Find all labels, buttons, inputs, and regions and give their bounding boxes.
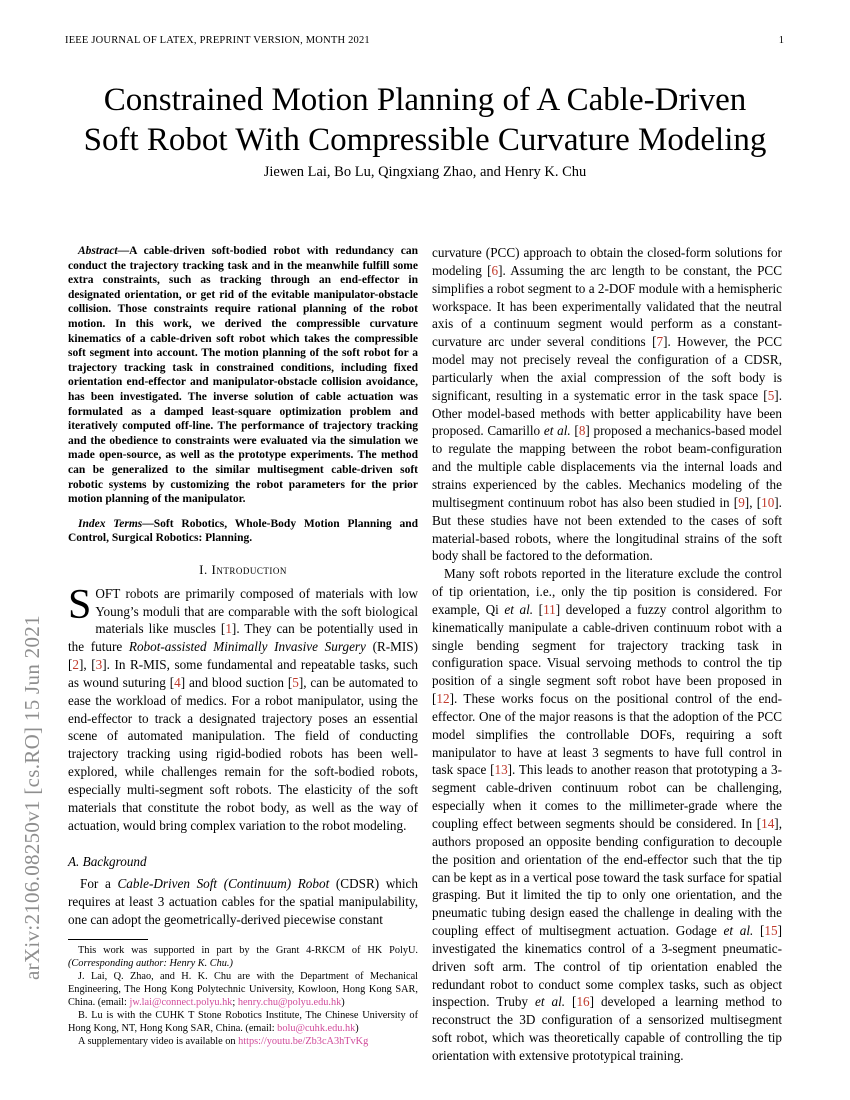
text-run: ]. But these studies have not been extended to the cases of soft material-based robots, where the longitudinal strains of the soft body shall be factored to the deformation. bbox=[432, 494, 782, 564]
title-line-1: Constrained Motion Planning of A Cable-Driven bbox=[103, 82, 747, 118]
text-run: J. Lai, Q. Zhao, and H. K. Chu are with the Department of Mechanical Engineering, The Hong Kong Polytechnic University, Kowloon, Hong Kong SAR, China. (email: bbox=[68, 970, 418, 1008]
citation-link[interactable]: 11 bbox=[543, 601, 556, 617]
author-list: Jiewen Lai, Bo Lu, Qingxiang Zhao, and Henry K. Chu bbox=[263, 164, 587, 180]
abstract-label: Abstract bbox=[78, 245, 118, 257]
text-run: ], [ bbox=[79, 657, 96, 673]
citation-link[interactable]: 3 bbox=[95, 657, 103, 673]
text-run: (CDSR) which requires at least 3 actuation cables for the spatial manipulability, one can adopt the geometrically-derived piecewise constant bbox=[68, 876, 418, 928]
background-paragraph bbox=[68, 875, 418, 929]
text-run: [ bbox=[570, 423, 579, 439]
text-run: ] investigated the kinematics control of a 3-segment pneumatic-driven soft arm. The control of tip orientation enabled the redundant robot to conduct some complex tasks, such as object inspection. Truby bbox=[432, 923, 782, 1010]
text-run: [ bbox=[753, 923, 765, 939]
emphasis-text: et al. bbox=[543, 423, 571, 439]
citation-link[interactable]: 1 bbox=[225, 621, 232, 637]
text-run: [ bbox=[533, 601, 544, 617]
emphasis-text: Robot-assisted Minimally Invasive Surgery bbox=[128, 639, 366, 655]
title-line-2: Soft Robot With Compressible Curvature Modeling bbox=[83, 122, 767, 158]
drop-cap: S bbox=[68, 581, 92, 628]
right-paragraph-1 bbox=[432, 244, 782, 565]
video-link[interactable]: https://youtu.be/Zb3cA3hTvKg bbox=[238, 1035, 369, 1047]
citation-link[interactable]: 14 bbox=[761, 816, 775, 831]
citation-link[interactable]: 8 bbox=[578, 423, 586, 439]
left-column bbox=[68, 244, 418, 1048]
citation-link[interactable]: 16 bbox=[576, 994, 590, 1010]
text-run: A supplementary video is available on bbox=[78, 1035, 239, 1047]
text-run: OFT robots are primarily composed of materials with low Young’s moduli that are comparable with the soft biological materials like muscles [ bbox=[95, 585, 418, 637]
footnote-rule bbox=[68, 939, 148, 940]
text-run: Many soft robots reported in the literature exclude the control of tip orientation, i.e., only the tip position is considered. For example, Qi bbox=[432, 566, 782, 617]
text-run: B. Lu is with the CUHK T Stone Robotics Institute, The Chinese University of Hong Kong, NT, Hong Kong SAR, China. (email: bbox=[68, 1009, 418, 1034]
emphasis-text: et al. bbox=[504, 601, 534, 617]
section-title: Introduction bbox=[211, 561, 287, 577]
subsection-title: Background bbox=[82, 853, 147, 869]
text-run: ]. They can be potentially used in the future bbox=[68, 621, 418, 655]
citation-link[interactable]: 10 bbox=[761, 494, 775, 510]
text-run: ], authors proposed an opposite bending configuration to decouple the position and orientation of the end-effector such that the tip can be kept as in a vertical pose toward the task surface for spatial grasping. But it limited the tip to only one orientation, and the pneumatic tubing design eased the challenge in dealing with the coupling effect of multisegment actuation. Godage bbox=[432, 816, 782, 939]
abstract bbox=[68, 244, 418, 507]
section-number: I. bbox=[199, 561, 208, 577]
email-link[interactable]: jw.lai@connect.polyu.hk bbox=[129, 996, 233, 1008]
arxiv-stamp: arXiv:2106.08250v1 [cs.RO] 15 Jun 2021 bbox=[20, 615, 44, 980]
citation-link[interactable]: 5 bbox=[292, 674, 299, 690]
text-run: This work was supported in part by the Grant 4-RKCM of HK PolyU. bbox=[78, 944, 418, 956]
emphasis-text: et al. bbox=[723, 923, 754, 939]
page-number: 1 bbox=[778, 35, 784, 46]
paper-title bbox=[60, 80, 790, 160]
email-link[interactable]: henry.chu@polyu.edu.hk bbox=[237, 996, 342, 1008]
footnote-funding bbox=[68, 944, 418, 970]
subsection-heading bbox=[68, 853, 418, 871]
subsection-number: A. bbox=[68, 853, 80, 869]
text-run: ] proposed a mechanics-based model to regulate the mapping between the robot beam-configuration and the multiple cable displacements via the internal loads and strains experienced by the cables. Mechanics modeling of the multisegment continuum robot has also been studied in [ bbox=[432, 423, 782, 510]
citation-link[interactable]: 6 bbox=[491, 262, 499, 278]
text-run: ]. Other model-based methods with better applicability have been proposed. Camarillo bbox=[432, 387, 782, 439]
citation-link[interactable]: 5 bbox=[767, 387, 775, 403]
index-terms bbox=[68, 517, 418, 546]
citation-link[interactable]: 12 bbox=[436, 691, 450, 707]
citation-link[interactable]: 7 bbox=[656, 334, 664, 350]
right-column bbox=[432, 244, 782, 1065]
citation-link[interactable]: 9 bbox=[738, 494, 745, 510]
emphasis-text: (Corresponding author: Henry K. Chu.) bbox=[68, 957, 233, 969]
text-run: ]. This leads to another reason that prototyping a 3-segment cable-driven continuum robot can be challenging, especially when it comes to the millimeter-grade where the coupling effect between segments should be considered. In [ bbox=[432, 762, 782, 831]
running-header: IEEE JOURNAL OF LATEX, PREPRINT VERSION, MONTH 2021 bbox=[65, 35, 370, 46]
text-run: ]. These works focus on the positional control of the end-effector. One of the major reasons is that the adoption of the PCC model simplifies the controllable DOFs, requiring a soft manipulator to have at least 3 segments to have full control in task space [ bbox=[432, 691, 782, 778]
text-run: (R-MIS) [ bbox=[68, 639, 418, 673]
email-link[interactable]: bolu@cuhk.edu.hk bbox=[277, 1022, 356, 1034]
citation-link[interactable]: 13 bbox=[494, 762, 508, 778]
footnote-video bbox=[68, 1035, 418, 1048]
footnotes bbox=[68, 944, 418, 1048]
text-run: ) bbox=[355, 1022, 359, 1034]
text-run: ], [ bbox=[744, 494, 762, 510]
citation-link[interactable]: 4 bbox=[174, 674, 181, 690]
citation-link[interactable]: 15 bbox=[764, 923, 778, 939]
text-run: For a bbox=[80, 876, 118, 892]
footnote-affiliation-1 bbox=[68, 970, 418, 1009]
citation-link[interactable]: 2 bbox=[72, 657, 79, 673]
right-paragraph-2 bbox=[432, 565, 782, 1065]
text-run: ]. Assuming the arc length to be constant, the PCC simplifies a robot segment to a 2-DOF module with a hemispheric workspace. It has been experimentally validated that the neutral axis of a continuum segment would perform as a constant-curvature arc under several conditions [ bbox=[432, 262, 782, 350]
emphasis-text: Cable-Driven Soft (Continuum) Robot bbox=[117, 876, 330, 892]
section-heading bbox=[68, 561, 418, 579]
text-run: ]. However, the PCC model may not precisely reveal the configuration of a CDSR, particularly when the axial compression of the soft body is significant, resulting in a systematic error in the task space [ bbox=[432, 334, 783, 403]
intro-paragraph bbox=[68, 581, 418, 835]
text-run: ) bbox=[341, 996, 345, 1008]
text-run: ] developed a learning method to reconstruct the 3D configuration of a sensorized multisegment soft robot, which was theoretically capable of controlling the tip orientation with extensive prototypical training. bbox=[432, 994, 782, 1063]
text-run: ] developed a fuzzy control algorithm to kinematically manipulate a cable-driven continuum robot with a single bending segment for trajectory tracking task in configuration space. Visual servoing methods to control the tip position of a single segment soft robot have been proposed in [ bbox=[432, 601, 782, 707]
index-terms-text: —Soft Robotics, Whole-Body Motion Planning and Control, Surgical Robotics: Planning. bbox=[68, 517, 418, 545]
text-run: [ bbox=[565, 994, 577, 1010]
text-run: ]. In R-MIS, some fundamental and repeatable tasks, such as wound suturing [ bbox=[68, 657, 418, 690]
footnote-affiliation-2 bbox=[68, 1009, 418, 1035]
text-run: curvature (PCC) approach to obtain the closed-form solutions for modeling [ bbox=[432, 245, 782, 278]
abstract-text: —A cable-driven soft-bodied robot with redundancy can conduct the trajectory tracking task and in the meanwhile fulfill some extra constraints, such as tracking through an end-effector in designated orientation, or get rid of the evitable manipulator-obstacle collision. Those constraints require rational planning of the robot motion. In this work, we derived the compressible curvature kinematics of a cable-driven soft robot which takes the compressible soft segment into account. The motion planning of the soft robot for a trajectory tracking task in constrained conditions, including fixed orientation end-effector and manipulator-obstacle collision avoidance, has been investigated. The inverse solution of cable actuation was formulated as a damped least-square optimization problem and iteratively computed off-line. The performance of trajectory tracking and the obedience to constraints were evaluated via the simulation we made open-source, as well as the prototype experiments. The method can be generalized to the similar multisegment cable-driven soft robotic systems by customizing the robot parameters for the prior motion planning of the manipulator. bbox=[68, 245, 418, 506]
index-terms-label: Index Terms bbox=[78, 517, 143, 530]
text-run: ; bbox=[232, 996, 238, 1008]
text-run: ] and blood suction [ bbox=[180, 674, 293, 690]
text-run: ], can be automated to ease the workload of medics. For a robot manipulator, using the end-effector to track a designated trajectory poses an essential scene of automated manipulation. The field of conducting trajectory tracking using rigid-bodied robots has been well-explored, while challenges remain for the soft-bodied robots, especially multi-segment soft robots. The elasticity of the soft materials that constitute the robot body, as well as the way of actuation, would bring complex variation to the robot modeling. bbox=[68, 674, 418, 833]
emphasis-text: et al. bbox=[535, 994, 566, 1010]
